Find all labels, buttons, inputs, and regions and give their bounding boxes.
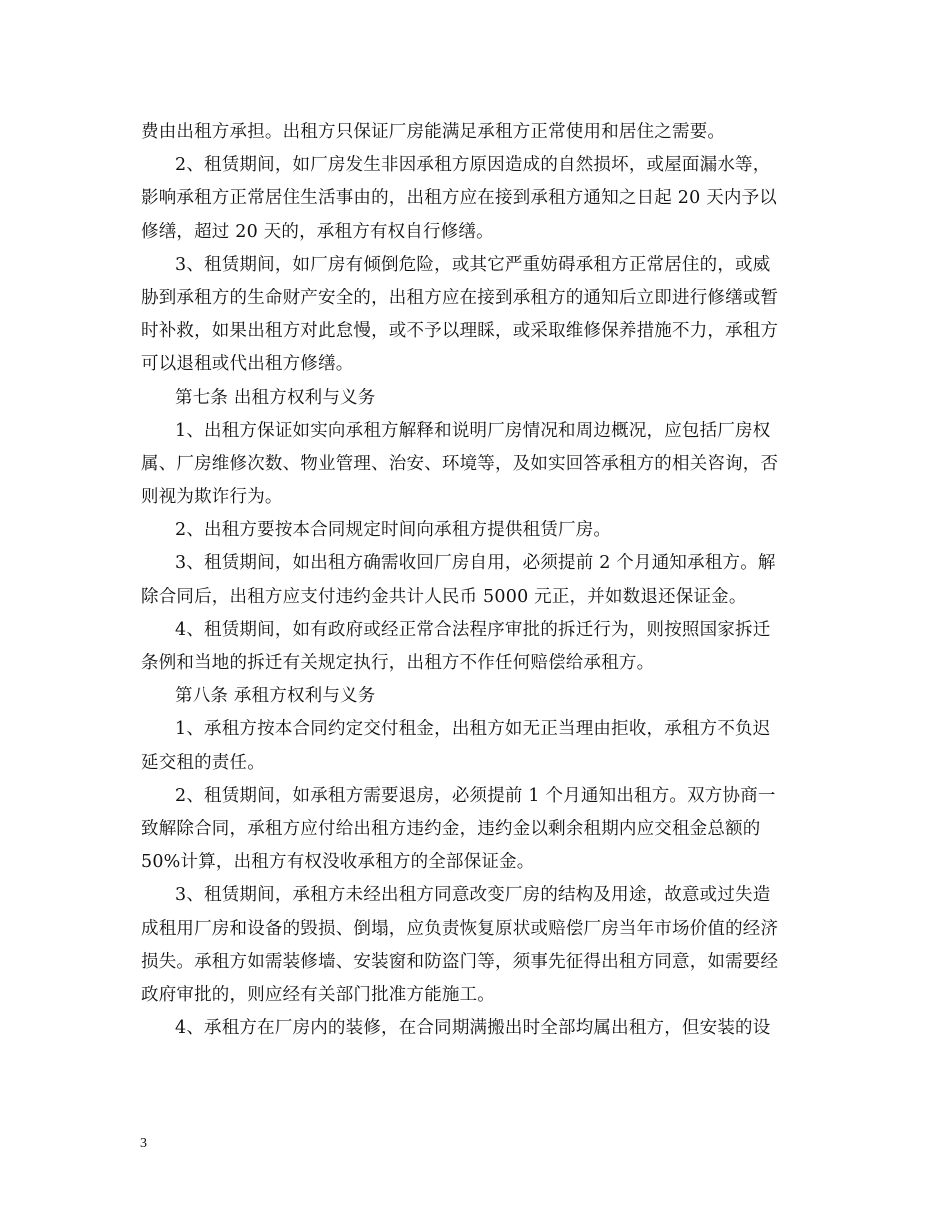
paragraph-line: 可以退租或代出租方修缮。 xyxy=(141,354,354,375)
paragraph-line: 修缮，超过 20 天的，承租方有权自行修缮。 xyxy=(141,221,494,242)
paragraph-line: 50%计算，出租方有权没收承租方的全部保证金。 xyxy=(141,852,535,873)
paragraph-line: 致解除合同，承租方应付给出租方违约金，违约金以剩余租期内应交租金总额的 xyxy=(141,818,761,839)
paragraph-line: 延交租的责任。 xyxy=(141,752,265,773)
page-number: 3 xyxy=(140,1136,147,1151)
document-body xyxy=(141,116,813,1045)
article-heading: 第七条 出租方权利与义务 xyxy=(175,387,376,408)
paragraph-line: 政府审批的，则应经有关部门批准方能施工。 xyxy=(141,984,495,1005)
paragraph-line: 属、厂房维修次数、物业管理、治安、环境等，及如实回答承租方的相关咨询，否 xyxy=(141,453,779,474)
paragraph-line: 胁到承租方的生命财产安全的，出租方应在接到承租方的通知后立即进行修缮或暂 xyxy=(141,287,779,308)
paragraph-line: 3、租赁期间，如出租方确需收回厂房自用，必须提前 2 个月通知承租方。解 xyxy=(175,553,776,574)
paragraph-line: 费由出租方承担。出租方只保证厂房能满足承租方正常使用和居住之需要。 xyxy=(141,122,726,142)
paragraph-line: 1、承租方按本合同约定交付租金，出租方如无正当理由拒收，承租方不负迟 xyxy=(175,719,771,740)
paragraph-line: 2、租赁期间，如承租方需要退房，必须提前 1 个月通知出租方。双方协商一 xyxy=(175,785,776,806)
paragraph-line: 3、租赁期间，承租方未经出租方同意改变厂房的结构及用途，故意或过失造 xyxy=(175,885,771,906)
paragraph-line: 成租用厂房和设备的毁损、倒塌，应负责恢复原状或赔偿厂房当年市场价值的经济 xyxy=(141,918,779,939)
paragraph-line: 4、租赁期间，如有政府或经正常合法程序审批的拆迁行为，则按照国家拆迁 xyxy=(175,619,771,640)
paragraph-line: 则视为欺诈行为。 xyxy=(141,487,283,508)
paragraph-line: 除合同后，出租方应支付违约金共计人民币 5000 元正，并如数退还保证金。 xyxy=(141,586,747,607)
paragraph-line: 时补救，如果出租方对此怠慢，或不予以理睬，或采取维修保养措施不力，承租方 xyxy=(141,321,779,342)
paragraph-line: 2、租赁期间，如厂房发生非因承租方原因造成的自然损坏，或屋面漏水等， xyxy=(175,155,771,176)
paragraph-line: 4、承租方在厂房内的装修，在合同期满搬出时全部均属出租方，但安装的设 xyxy=(175,1018,771,1039)
paragraph-line: 1、出租方保证如实向承租方解释和说明厂房情况和周边概况，应包括厂房权 xyxy=(175,420,771,441)
paragraph-line: 条例和当地的拆迁有关规定执行，出租方不作任何赔偿给承租方。 xyxy=(141,653,655,673)
paragraph-line: 3、租赁期间，如厂房有倾倒危险，或其它严重妨碍承租方正常居住的，或威 xyxy=(175,254,771,275)
paragraph-line: 损失。承租方如需装修墙、安装窗和防盗门等，须事先征得出租方同意，如需要经 xyxy=(141,951,779,972)
paragraph-line: 2、出租方要按本合同规定时间向承租方提供租赁厂房。 xyxy=(175,520,612,541)
paragraph-line: 影响承租方正常居住生活事由的，出租方应在接到承租方通知之日起 20 天内予以 xyxy=(141,188,777,209)
article-heading: 第八条 承租方权利与义务 xyxy=(175,686,376,707)
